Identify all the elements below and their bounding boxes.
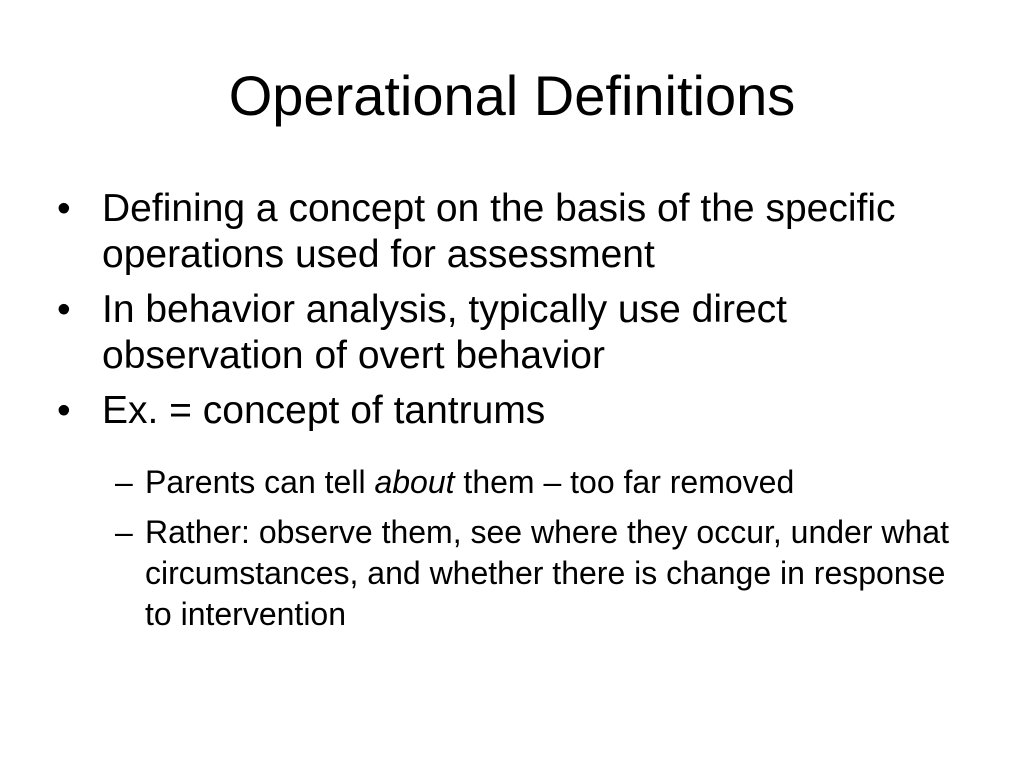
sub-bullet-marker: –	[115, 514, 133, 550]
sub-bullet-text-before: Parents can tell	[145, 464, 375, 500]
bullet-text: In behavior analysis, typically use direct observation of overt behavior	[102, 288, 787, 377]
sub-bullet-text-after: them – too far removed	[454, 464, 795, 500]
sub-bullet-emphasis: about	[374, 464, 455, 500]
bullet-item	[57, 186, 977, 278]
bullet-marker: •	[57, 288, 71, 331]
sub-bullet-item	[57, 512, 977, 635]
sub-bullet-item	[57, 462, 977, 503]
slide-title: Operational Definitions	[228, 64, 796, 127]
sub-bullet-text: Rather: observe them, see where they occur, under what circumstances, and whether there is change in response to intervention	[145, 514, 949, 632]
sub-bullet-marker: –	[115, 464, 133, 500]
bullet-text: Defining a concept on the basis of the specific operations used for assessment	[102, 187, 896, 276]
bullet-item	[57, 388, 977, 434]
bullet-marker: •	[57, 187, 71, 230]
bullet-text: Ex. = concept of tantrums	[102, 389, 546, 432]
bullet-marker: •	[57, 389, 71, 432]
sub-bullet-list	[57, 462, 977, 644]
bullet-list	[57, 186, 977, 443]
bullet-item	[57, 287, 977, 379]
